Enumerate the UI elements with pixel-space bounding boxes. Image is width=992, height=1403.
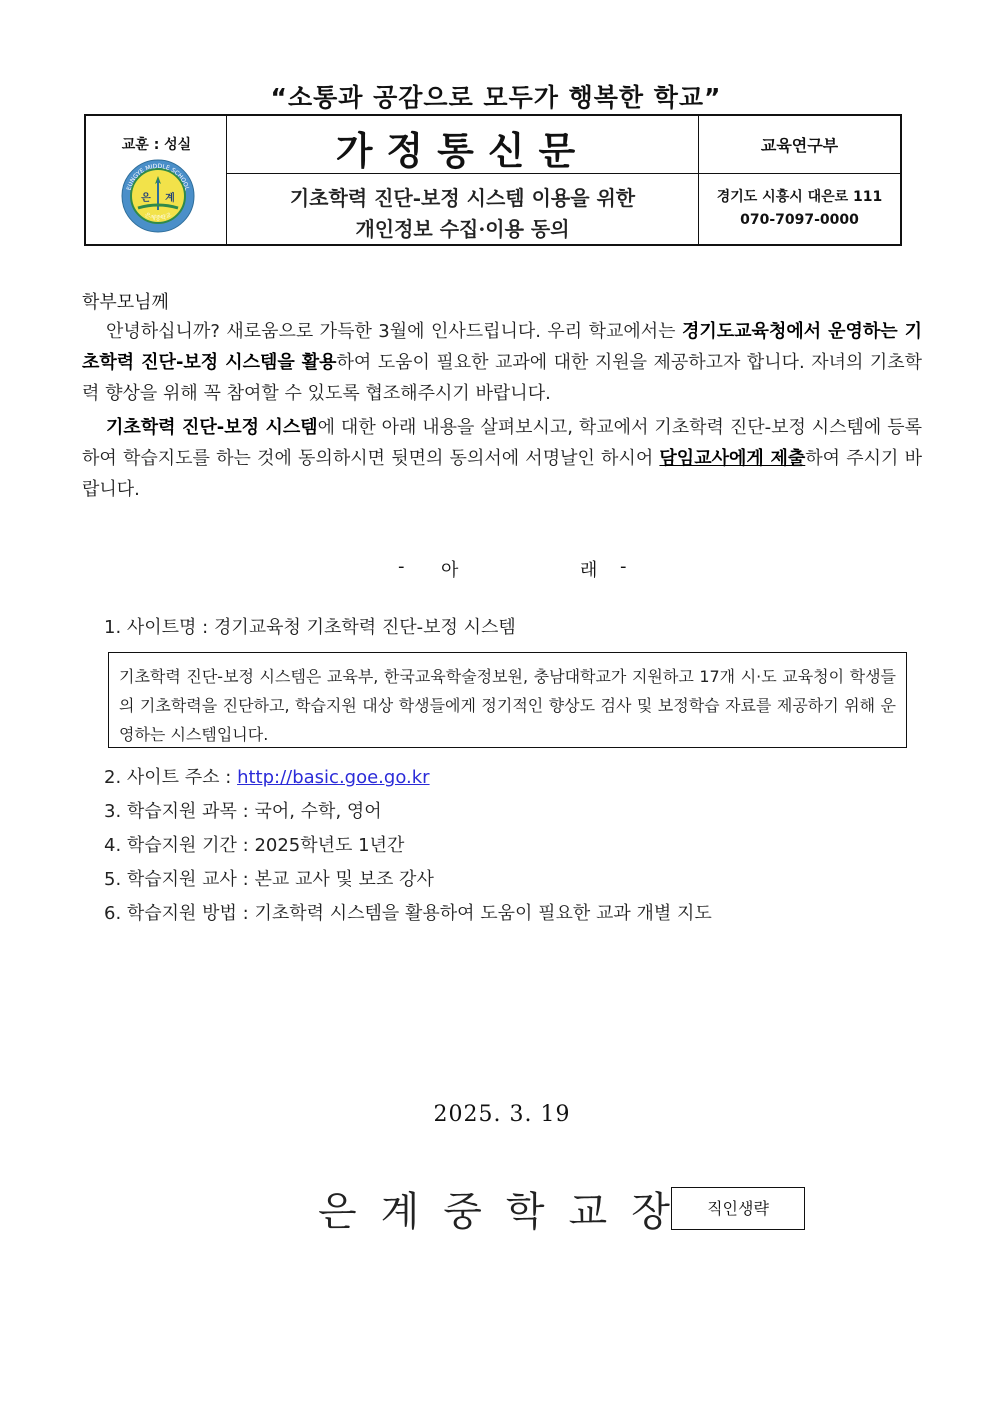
logo-bottom-text: 은계중학교 xyxy=(143,211,173,222)
subject-cell xyxy=(227,174,699,244)
list-item-period: 4. 학습지원 기간 : 2025학년도 1년간 xyxy=(104,835,405,856)
list-item-teachers: 5. 학습지원 교사 : 본교 교사 및 보조 강사 xyxy=(104,869,434,890)
para2-text-2: 하여 주시기 바랍니다. xyxy=(82,448,923,500)
notice-dash-left: - xyxy=(398,556,405,577)
school-address: 경기도 시흥시 대은로 111 xyxy=(716,189,883,205)
list-item-method: 6. 학습지원 방법 : 기초학력 시스템을 활용하여 도움이 필요한 교과 개별 지도 xyxy=(104,903,712,924)
school-motto-banner: “소통과 공감으로 모두가 행복한 학교” xyxy=(270,83,722,112)
system-description: 기초학력 진단-보정 시스템은 교육부, 한국교육학술정보원, 충남대학교가 지원하고 17개 시·도 교육청이 학생들의 기초학력을 진단하고, 학습지원 대상 학생들에게 정기적인 향상도 검사 및 보정학습 자료를 제공하기 위해 운영하는 시스템입니다. xyxy=(119,667,896,744)
address-cell xyxy=(699,174,900,244)
logo-char-right: 계 xyxy=(165,193,175,204)
letter-paragraph-2 xyxy=(82,412,922,505)
logo-top-text: EUNGYE MIDDLE SCHOOL xyxy=(125,162,191,192)
school-phone: 070-7097-0000 xyxy=(740,212,859,228)
department-cell xyxy=(699,116,900,174)
list-item-site-address xyxy=(104,763,430,789)
notice-dash-right: - xyxy=(620,556,627,577)
principal-signature: 은계중학교장 xyxy=(318,1189,694,1235)
site-address-link[interactable]: http://basic.goe.go.kr xyxy=(237,767,430,788)
header-table xyxy=(84,114,902,246)
subject-line-1: 기초학력 진단-보정 시스템 이용을 위한 xyxy=(289,186,636,210)
notice-word-1: 아 xyxy=(441,560,459,581)
notice-word-2: 래 xyxy=(580,560,598,581)
school-motto-label: 교훈 : 성실 xyxy=(121,137,192,153)
logo-char-left: 은 xyxy=(141,193,151,204)
school-logo-emblem xyxy=(120,158,196,234)
letter-paragraph-1 xyxy=(82,316,922,409)
para2-underlined: 담임교사에게 제출 xyxy=(659,448,806,469)
para2-bold-1: 기초학력 진단-보정 시스템 xyxy=(106,417,318,438)
site-address-label: 2. 사이트 주소 : xyxy=(104,767,238,788)
list-item-subjects: 3. 학습지원 과목 : 국어, 수학, 영어 xyxy=(104,801,382,822)
para1-text-2: 하여 도움이 필요한 교과에 대한 지원을 제공하고자 합니다. 자녀의 기초학력 향상을 위해 꼭 참여할 수 있도록 협조해주시기 바랍니다. xyxy=(82,352,922,404)
logo-cell xyxy=(86,116,227,244)
system-description-box xyxy=(108,652,907,748)
list-item-site-name: 1. 사이트명 : 경기교육청 기초학력 진단-보정 시스템 xyxy=(104,617,516,638)
document-title: 가정통신문 xyxy=(335,129,590,173)
para2-text-1: 에 대한 아래 내용을 살펴보시고, 학교에서 기초학력 진단-보정 시스템에 등록하여 학습지도를 하는 것에 동의하시면 뒷면의 동의서에 서명날인 하시어 xyxy=(82,417,922,469)
subject-line-2: 개인정보 수집·이용 동의 xyxy=(355,217,570,241)
title-cell xyxy=(227,116,699,174)
para1-bold-1: 경기도교육청에서 운영하는 기초학력 진단-보정 시스템을 활용 xyxy=(82,321,922,373)
para1-text-1: 안녕하십니까? 새로움으로 가득한 3월에 인사드립니다. 우리 학교에서는 xyxy=(106,321,682,342)
document-date: 2025. 3. 19 xyxy=(433,1102,571,1127)
department-name: 교육연구부 xyxy=(760,136,839,155)
seal-omitted-box: 직인생략 xyxy=(671,1187,805,1230)
greeting: 학부모님께 xyxy=(82,292,169,313)
